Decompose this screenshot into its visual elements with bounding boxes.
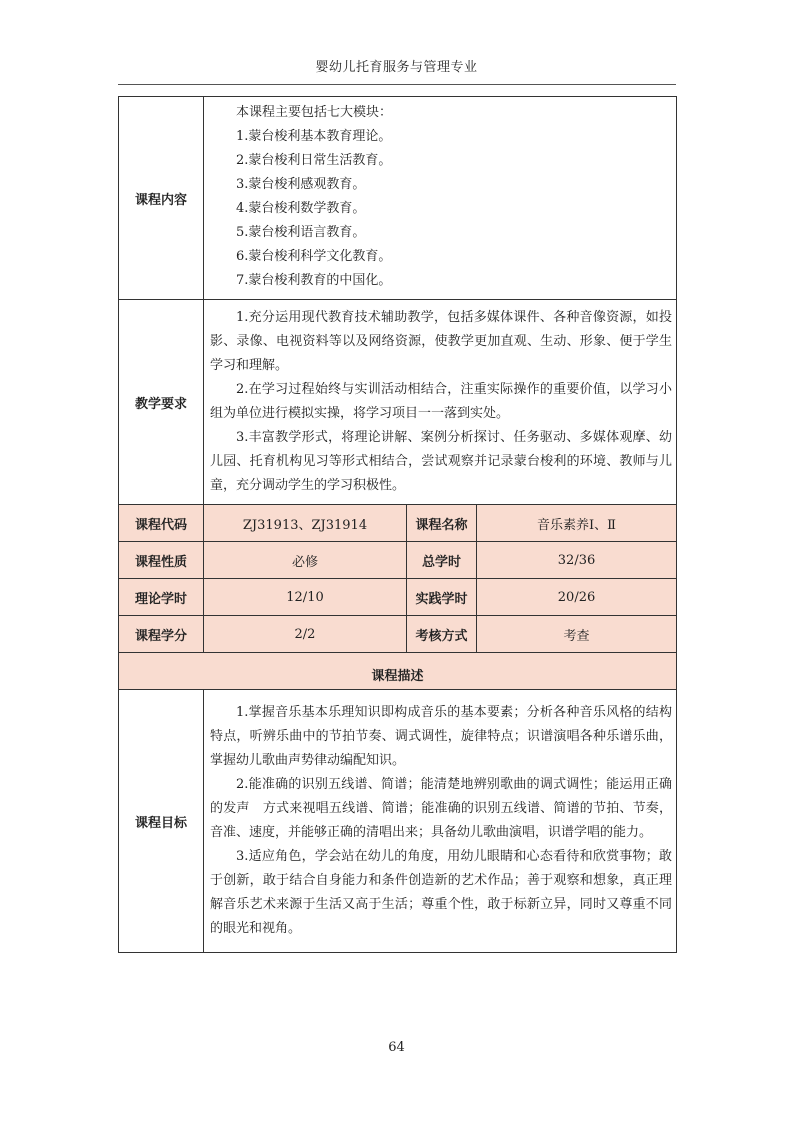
- course-nature-label: 课程性质: [119, 542, 204, 579]
- info-row: [119, 505, 677, 542]
- list-item: 5.蒙台梭利语言教育。: [236, 225, 366, 240]
- course-nature-value: 必修: [204, 542, 407, 579]
- teaching-requirements-cell: [204, 300, 677, 505]
- paragraph: 1.充分运用现代教育技术辅助教学，包括多媒体课件、各种音像资源，如投影、录像、电视资料等以及网络资源，使教学更加直观、生动、形象、便于学生学习和理解。: [210, 310, 673, 373]
- paragraph: 2.能准确的识别五线谱、简谱；能清楚地辨别歌曲的调式调性；能运用正确的发声 方式来视唱五线谱、简谱；能准确的识别五线谱、简谱的节拍、节奏，音准、速度，并能够正确的清唱出来；具备幼儿歌曲演唱，识谱学唱的能力。: [210, 777, 673, 840]
- total-hours-label: 总学时: [407, 542, 477, 579]
- course-name-value: 音乐素养Ⅰ、Ⅱ: [477, 505, 677, 542]
- description-row: [119, 653, 677, 690]
- paragraph: 3.适应角色，学会站在幼儿的角度，用幼儿眼睛和心态看待和欣赏事物；敢于创新，敢于结合自身能力和条件创造新的艺术作品；善于观察和想象，真正理解音乐艺术来源于生活又高于生活；尊重个性，敢于标新立异，同时又尊重不同的眼光和视角。: [210, 849, 673, 936]
- course-description-heading: 课程描述: [119, 653, 677, 690]
- course-code-value: ZJ31913、ZJ31914: [204, 505, 407, 542]
- info-row: [119, 579, 677, 616]
- teaching-requirements-row: [119, 300, 677, 505]
- paragraph: 3.丰富教学形式，将理论讲解、案例分析探讨、任务驱动、多媒体观摩、幼儿园、托育机构见习等形式相结合，尝试观察并记录蒙台梭利的环境、教师与儿童，充分调动学生的学习积极性。: [210, 430, 673, 493]
- total-hours-value: 32/36: [477, 542, 677, 579]
- course-table: [118, 96, 677, 953]
- assessment-label: 考核方式: [407, 616, 477, 653]
- header-divider: [118, 84, 676, 85]
- teaching-requirements-label: 教学要求: [119, 300, 204, 505]
- theory-hours-value: 12/10: [204, 579, 407, 616]
- list-item: 7.蒙台梭利教育的中国化。: [236, 273, 392, 288]
- list-item: 6.蒙台梭利科学文化教育。: [236, 249, 392, 264]
- course-name-label: 课程名称: [407, 505, 477, 542]
- practice-hours-label: 实践学时: [407, 579, 477, 616]
- page-number: 64: [388, 1040, 405, 1055]
- objectives-label: 课程目标: [119, 690, 204, 953]
- course-content-cell: [204, 97, 677, 300]
- list-item: 3.蒙台梭利感观教育。: [236, 177, 366, 192]
- page-header: 婴幼儿托育服务与管理专业: [315, 60, 478, 75]
- credits-value: 2/2: [204, 616, 407, 653]
- paragraph: 2.在学习过程始终与实训活动相结合，注重实际操作的重要价值，以学习小组为单位进行模拟实操，将学习项目一一落到实处。: [210, 382, 673, 421]
- theory-hours-label: 理论学时: [119, 579, 204, 616]
- course-code-label: 课程代码: [119, 505, 204, 542]
- list-item: 4.蒙台梭利数学教育。: [236, 201, 366, 216]
- list-item: 2.蒙台梭利日常生活教育。: [236, 153, 392, 168]
- course-content-intro: 本课程主要包括七大模块：: [236, 105, 393, 120]
- info-row: [119, 616, 677, 653]
- practice-hours-value: 20/26: [477, 579, 677, 616]
- course-content-label: 课程内容: [119, 97, 204, 300]
- assessment-value: 考查: [477, 616, 677, 653]
- course-content-row: [119, 97, 677, 300]
- objectives-row: [119, 690, 677, 953]
- info-row: [119, 542, 677, 579]
- paragraph: 1.掌握音乐基本乐理知识即构成音乐的基本要素；分析各种音乐风格的结构特点，听辨乐曲中的节拍节奏、调式调性，旋律特点；识谱演唱各种乐谱乐曲，掌握幼儿歌曲声势律动编配知识。: [210, 705, 673, 768]
- objectives-cell: [204, 690, 677, 953]
- credits-label: 课程学分: [119, 616, 204, 653]
- list-item: 1.蒙台梭利基本教育理论。: [236, 129, 392, 144]
